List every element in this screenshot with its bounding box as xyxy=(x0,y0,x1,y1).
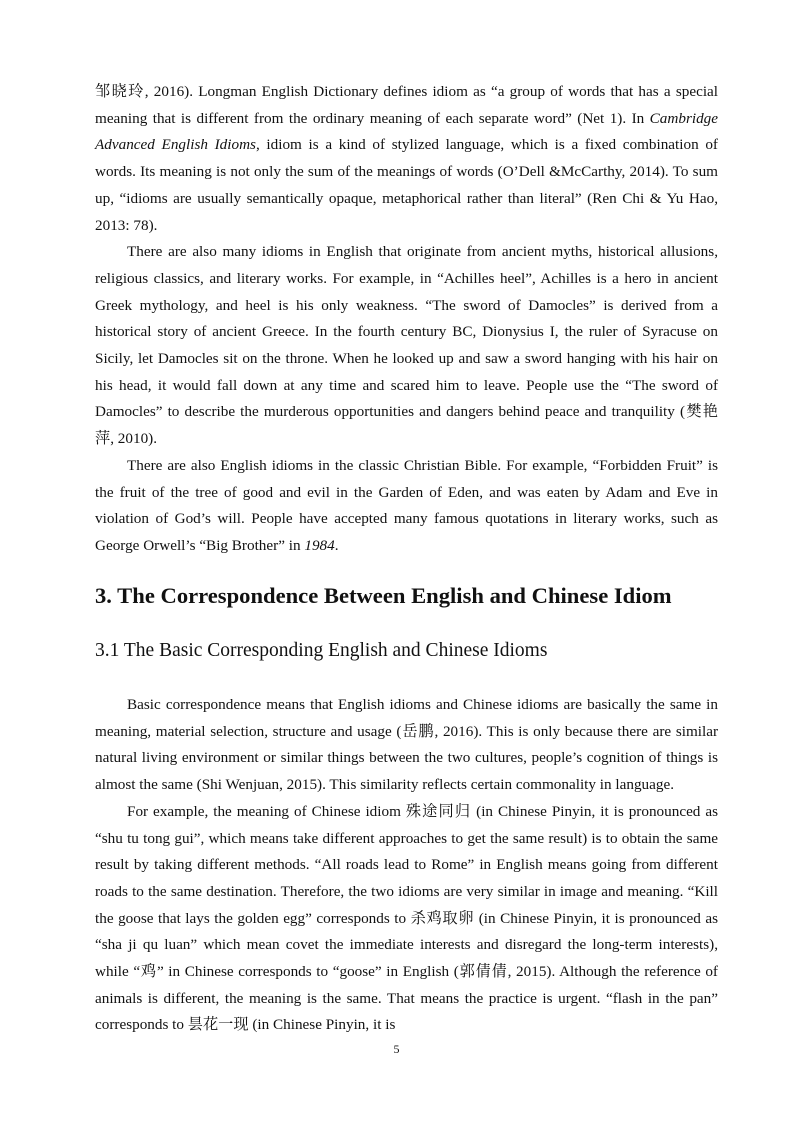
text-segment: . xyxy=(334,536,339,554)
text-segment: There are also English idioms in the classic Christian Bible. For example, “Forbidden Fruit” is the fruit of the tree of good and evil in the Garden of Eden, and was eaten by Adam and Eve in violation of God’s will. People have accepted many famous quotations in literary works, such as George Orwell’s “Big Brother” in xyxy=(95,456,718,554)
subsection-heading: 3.1 The Basic Corresponding English and Chinese Idioms xyxy=(95,640,548,661)
paragraph xyxy=(95,79,718,239)
paragraph xyxy=(95,239,718,453)
page-number: 5 xyxy=(393,1042,400,1056)
text-segment: There are also many idioms in English that originate from ancient myths, historical allusions, religious classics, and literary works. For example, in “Achilles heel”, Achilles is a hero in ancient Greek mythology, and heel is his only weakness. “The sword of Damocles” is derived from a historical story of ancient Greece. In the fourth century BC, Dionysius I, the ruler of Syracuse on Sicily, let Damocles sit on the throne. When he looked up and saw a sword hanging with his hair on his head, it would fall down at any time and scared him to leave. People use the “The sword of Damocles” to describe the murderous opportunities and dangers behind peace and tranquility (樊艳萍, 2010). xyxy=(95,243,718,448)
paragraph xyxy=(95,453,718,560)
body-text-lower xyxy=(95,692,718,1039)
italic-text-segment: Cambridge Advanced English Idioms xyxy=(95,109,718,154)
italic-text-segment: 1984 xyxy=(304,536,335,554)
text-segment: 邹晓玲, 2016). Longman English Dictionary defines idiom as “a group of words that has a special meaning that is different from the ordinary meaning of each separate word” (Net 1). In xyxy=(95,83,718,127)
text-segment: For example, the meaning of Chinese idiom 殊途同归 (in Chinese Pinyin, it is pronounced as “shu tu tong gui”, which means take different approaches to get the same result) is to obtain the same result by taking different methods. “All roads lead to Rome” in English means going from different roads to the same destination. Therefore, the two idioms are very similar in image and meaning. “Kill the goose that lays the golden egg” corresponds to 杀鸡取卵 (in Chinese Pinyin, it is pronounced as “sha ji qu luan” which mean covet the immediate interests and disregard the long-term interests), while “鸡” in Chinese corresponds to “goose” in English (郭倩倩, 2015). Although the reference of animals is different, the meaning is the same. That means the practice is urgent. “flash in the pan” corresponds to 昙花一现 (in Chinese Pinyin, it is xyxy=(95,802,718,1034)
text-segment: , idiom is a kind of stylized language, which is a fixed combination of words. Its meaning is not only the sum of the meanings of words (O’Dell &McCarthy, 2014). To sum up, “idioms are usually semantically opaque, metaphorical rather than literal” (Ren Chi & Yu Hao, 2013: 78). xyxy=(95,136,718,234)
section-heading: 3. The Correspondence Between English and Chinese Idiom xyxy=(95,583,672,608)
body-text-upper xyxy=(95,79,718,560)
paragraph xyxy=(95,799,718,1039)
paragraph xyxy=(95,692,718,799)
text-segment: Basic correspondence means that English idioms and Chinese idioms are basically the same in meaning, material selection, structure and usage (岳鹏, 2016). This is only because there are similar natural living environment or similar things between the two cultures, people’s cognition of things is almost the same (Shi Wenjuan, 2015). This similarity reflects certain commonality in language. xyxy=(95,696,718,794)
